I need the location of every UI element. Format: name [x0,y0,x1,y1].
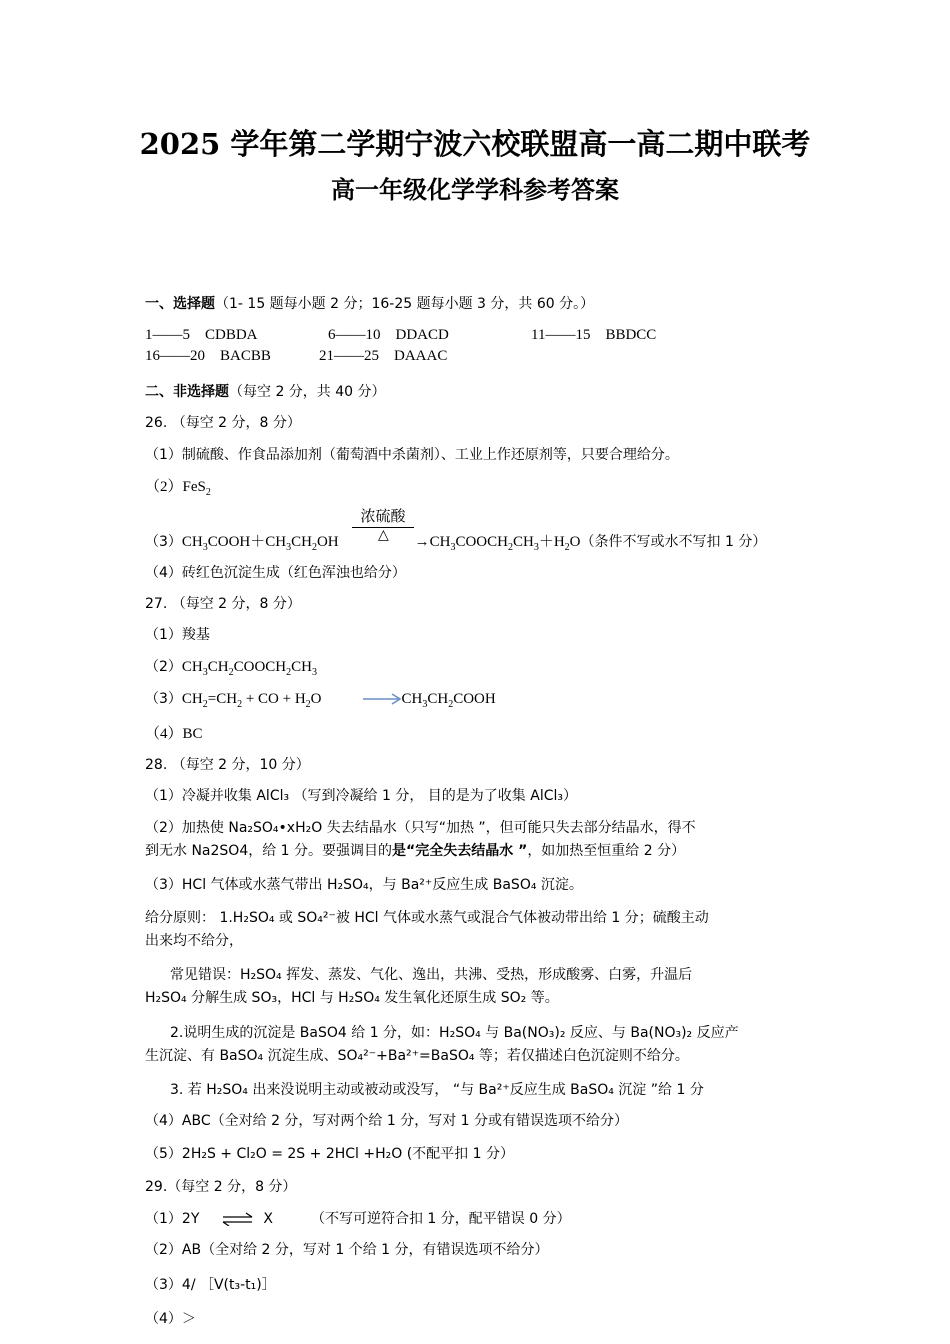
section1-heading: 一、选择题 [145,296,215,312]
q28-answer-1: （1）冷凝并收集 AlCl₃ （写到冷凝给 1 分， 目的是为了收集 AlCl₃） [145,788,578,804]
q28-rule-2-line1: 2.说明生成的沉淀是 BaSO4 给 1 分，如：H₂SO₄ 与 Ba(NO₃)₂ 反应、与 Ba(NO₃)₂ 反应产 [170,1025,739,1041]
q26-answer-4: （4）砖红色沉淀生成（红色浑浊也给分） [145,565,406,581]
q29-answer-4: （4）＞ [145,1311,196,1327]
section2-heading-line [145,382,386,402]
answer-group-2: 6——10 DDACD [328,327,449,343]
section2-note: （每空 2 分，共 40 分） [229,384,386,400]
q28-rule-2-line2: 生沉淀、有 BaSO₄ 沉淀生成、SO₄²⁻+Ba²⁺=BaSO₄ 等；若仅描述白色沉淀则不给分。 [145,1048,689,1064]
answer-group-5: 21——25 DAAAC [319,348,448,364]
q27-head: 27. （每空 2 分，8 分） [145,596,301,612]
q26-answer-1: （1）制硫酸、作食品添加剂（葡萄酒中杀菌剂）、工业上作还原剂等，只要合理给分。 [145,447,679,463]
q29-answer-1: （1）2Y X （不写可逆符合扣 1 分，配平错误 0 分） [145,1211,571,1227]
q28-rule-1-line1: 给分原则： 1.H₂SO₄ 或 SO₄²⁻被 HCl 气体或水蒸气或混合气体被动带出给 1 分；硫酸主动 [145,910,709,926]
q28-rule-1-line2: 出来均不给分， [145,933,243,949]
q28-answer-3: （3）HCl 气体或水蒸气带出 H₂SO₄，与 Ba²⁺反应生成 BaSO₄ 沉淀。 [145,877,583,893]
q27-answer-3: $(3)CH_2=CH_2$ + CO + $H_2O$ $CH_3CH_2COOH$ [145,691,496,710]
reversible-arrow-icon [222,1212,254,1226]
section2-heading: 二、非选择题 [145,384,229,400]
answer-group-1: 1——5 CDBDA [145,327,258,343]
q28-common-errors-line2: H₂SO₄ 分解生成 SO₃，HCl 与 H₂SO₄ 发生氧化还原生成 SO₂ 等。 [145,990,559,1006]
q27-answer-4: （4）BC [145,726,203,742]
section1-heading-line [145,294,594,314]
q29-answer-2: （2）AB（全对给 2 分，写对 1 个给 1 分，有错误选项不给分） [145,1242,549,1258]
q27-answer-2: $(2)CH_3CH_2COOCH_2CH_3$ [145,659,317,678]
q28-head: 28. （每空 2 分，10 分） [145,757,310,773]
q28-answer-2-line2: 到无水 Na2SO4，给 1 分。要强调目的是“完全失去结晶水 ”，如加热至恒重给 2 分） [145,843,686,859]
q29-answer-3: （3）4/ ［V(t₃-t₁)］ [145,1277,276,1293]
q26-answer-2: （2）FeS$_2$ [145,479,211,498]
q26-reaction-condition: 浓硫酸 [352,505,414,528]
reaction-arrow-icon [362,692,404,706]
answer-group-4: 16——20 BACBB [145,348,271,364]
answer-group-3: 11——15 BBDCC [531,327,657,343]
q26-head: 26. （每空 2 分，8 分） [145,415,301,431]
q28-rule-3: 3. 若 H₂SO₄ 出来没说明主动或被动或没写， “与 Ba²⁺反应生成 BaSO₄ 沉淀 ”给 1 分 [170,1082,704,1098]
q26-answer-3: $(3)CH_3COOH+CH_3CH_2OH$ $\to CH_3COOCH_2CH_3+H_2O$（条件不写或水不写扣 1 分） [145,534,767,553]
section1-note: （1- 15 题每小题 2 分；16-25 题每小题 3 分，共 60 分。） [215,296,595,312]
q27-answer-1: （1）羧基 [145,627,210,643]
page-subtitle: 高一年级化学学科参考答案 [331,175,619,204]
page-title: 2025 学年第二学期宁波六校联盟高一高二期中联考 [139,127,811,161]
q29-head: 29.（每空 2 分，8 分） [145,1179,297,1195]
q28-answer-4: （4）ABC（全对给 2 分，写对两个给 1 分，写对 1 分或有错误选项不给分） [145,1113,629,1129]
q28-answer-5: （5）2H₂S + Cl₂O = 2S + 2HCl +H₂O (不配平扣 1 分） [145,1146,514,1162]
heat-symbol-icon: △ [378,527,389,543]
q28-answer-2-line1: （2）加热使 Na₂SO₄•xH₂O 失去结晶水（只写“加热 ”，但可能只失去部分结晶水，得不 [145,820,696,836]
q28-common-errors-line1: 常见错误：H₂SO₄ 挥发、蒸发、气化、逸出，共沸、受热，形成酸雾、白雾，升温后 [170,967,693,983]
